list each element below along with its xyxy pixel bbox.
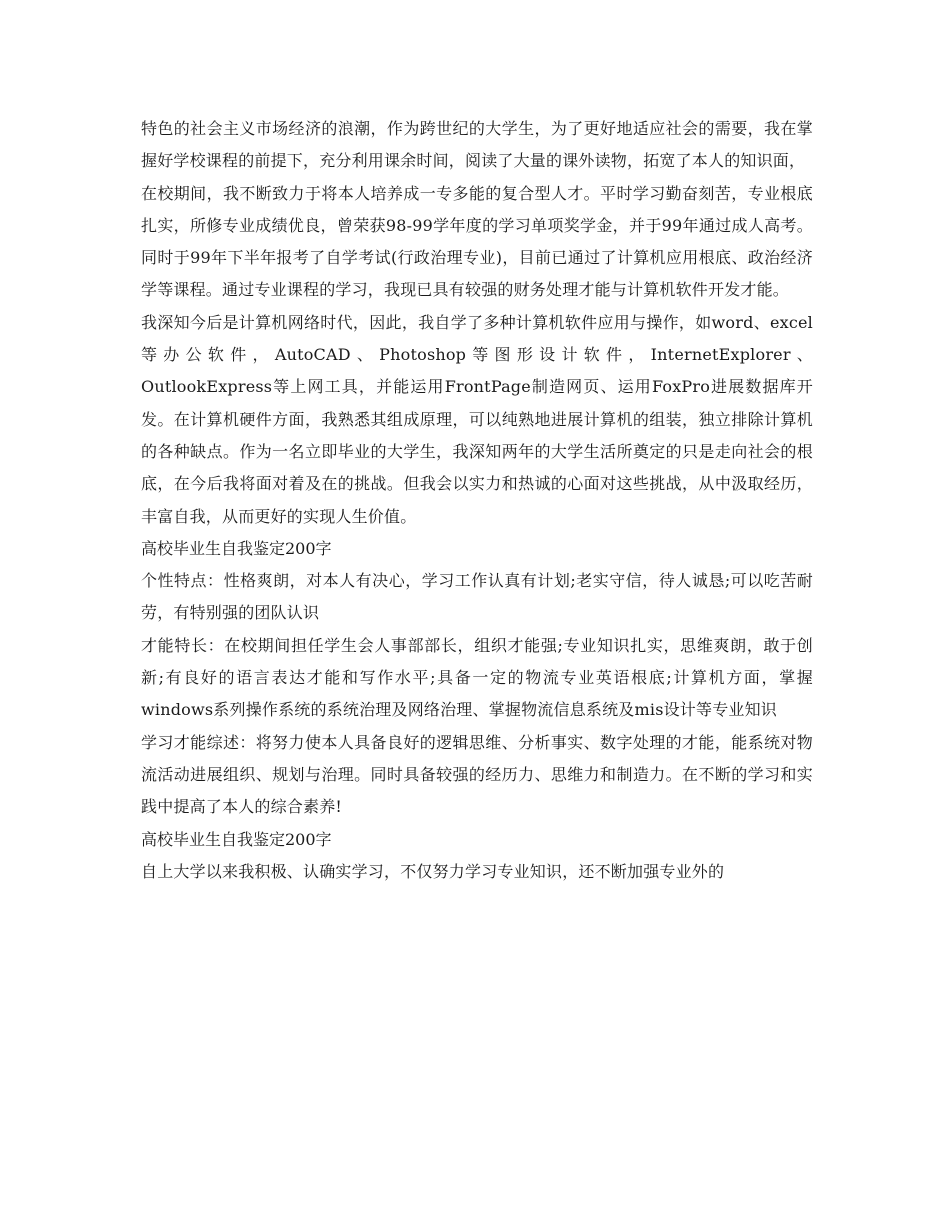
document-page [141, 113, 813, 888]
paragraph-personality: 个性特点：性格爽朗，对本人有决心，学习工作认真有计划;老实守信，待人诚恳;可以吃苦耐劳，有特别强的团队认识 [141, 571, 813, 623]
paragraph-computer-skills: 我深知今后是计算机网络时代，因此，我自学了多种计算机软件应用与操作，如word、excel等办公软件，AutoCAD、Photoshop等图形设计软件，InternetExplorer、OutlookExpress等上网工具，并能运用FrontPage制造网页、运用FoxPro进展数据库开发。在计算机硬件方面，我熟悉其组成原理，可以纯熟地进展计算机的组装，独立排除计算机的各种缺点。作为一名立即毕业的大学生，我深知两年的大学生活所奠定的只是走向社会的根底，在今后我将面对着及在的挑战。但我会以实力和热诚的心面对这些挑战，从中汲取经历，丰富自我，从而更好的实现人生价值。 [141, 312, 813, 526]
paragraph-abilities: 才能特长：在校期间担任学生会人事部部长，组织才能强;专业知识扎实，思维爽朗，敢于创新;有良好的语言表达才能和写作水平;具备一定的物流专业英语根底;计算机方面，掌握windows系列操作系统的系统治理及网络治理、掌握物流信息系统及mis设计等专业知识 [141, 635, 813, 720]
section-heading-1: 高校毕业生自我鉴定200字 [141, 538, 332, 558]
paragraph-learning-summary: 学习才能综述：将努力使本人具备良好的逻辑思维、分析事实、数字处理的才能，能系统对物流活动进展组织、规划与治理。同时具备较强的经历力、思维力和制造力。在不断的学习和实践中提高了本人的综合素养! [141, 732, 813, 817]
paragraph-university-study: 自上大学以来我积极、认确实学习，不仅努力学习专业知识，还不断加强专业外的 [141, 861, 725, 881]
paragraph-campus-period: 在校期间，我不断致力于将本人培养成一专多能的复合型人才。平时学习勤奋刻苦，专业根底扎实，所修专业成绩优良，曾荣获98-99学年度的学习单项奖学金，并于99年通过成人高考。同时于99年下半年报考了自学考试(行政治理专业)，目前已通过了计算机应用根底、政治经济学等课程。通过专业课程的学习，我现已具有较强的财务处理才能与计算机软件开发才能。 [141, 183, 813, 300]
section-heading-2: 高校毕业生自我鉴定200字 [141, 829, 332, 849]
paragraph-market-economy: 特色的社会主义市场经济的浪潮，作为跨世纪的大学生，为了更好地适应社会的需要，我在掌握好学校课程的前提下，充分利用课余时间，阅读了大量的课外读物，拓宽了本人的知识面， [141, 119, 813, 171]
